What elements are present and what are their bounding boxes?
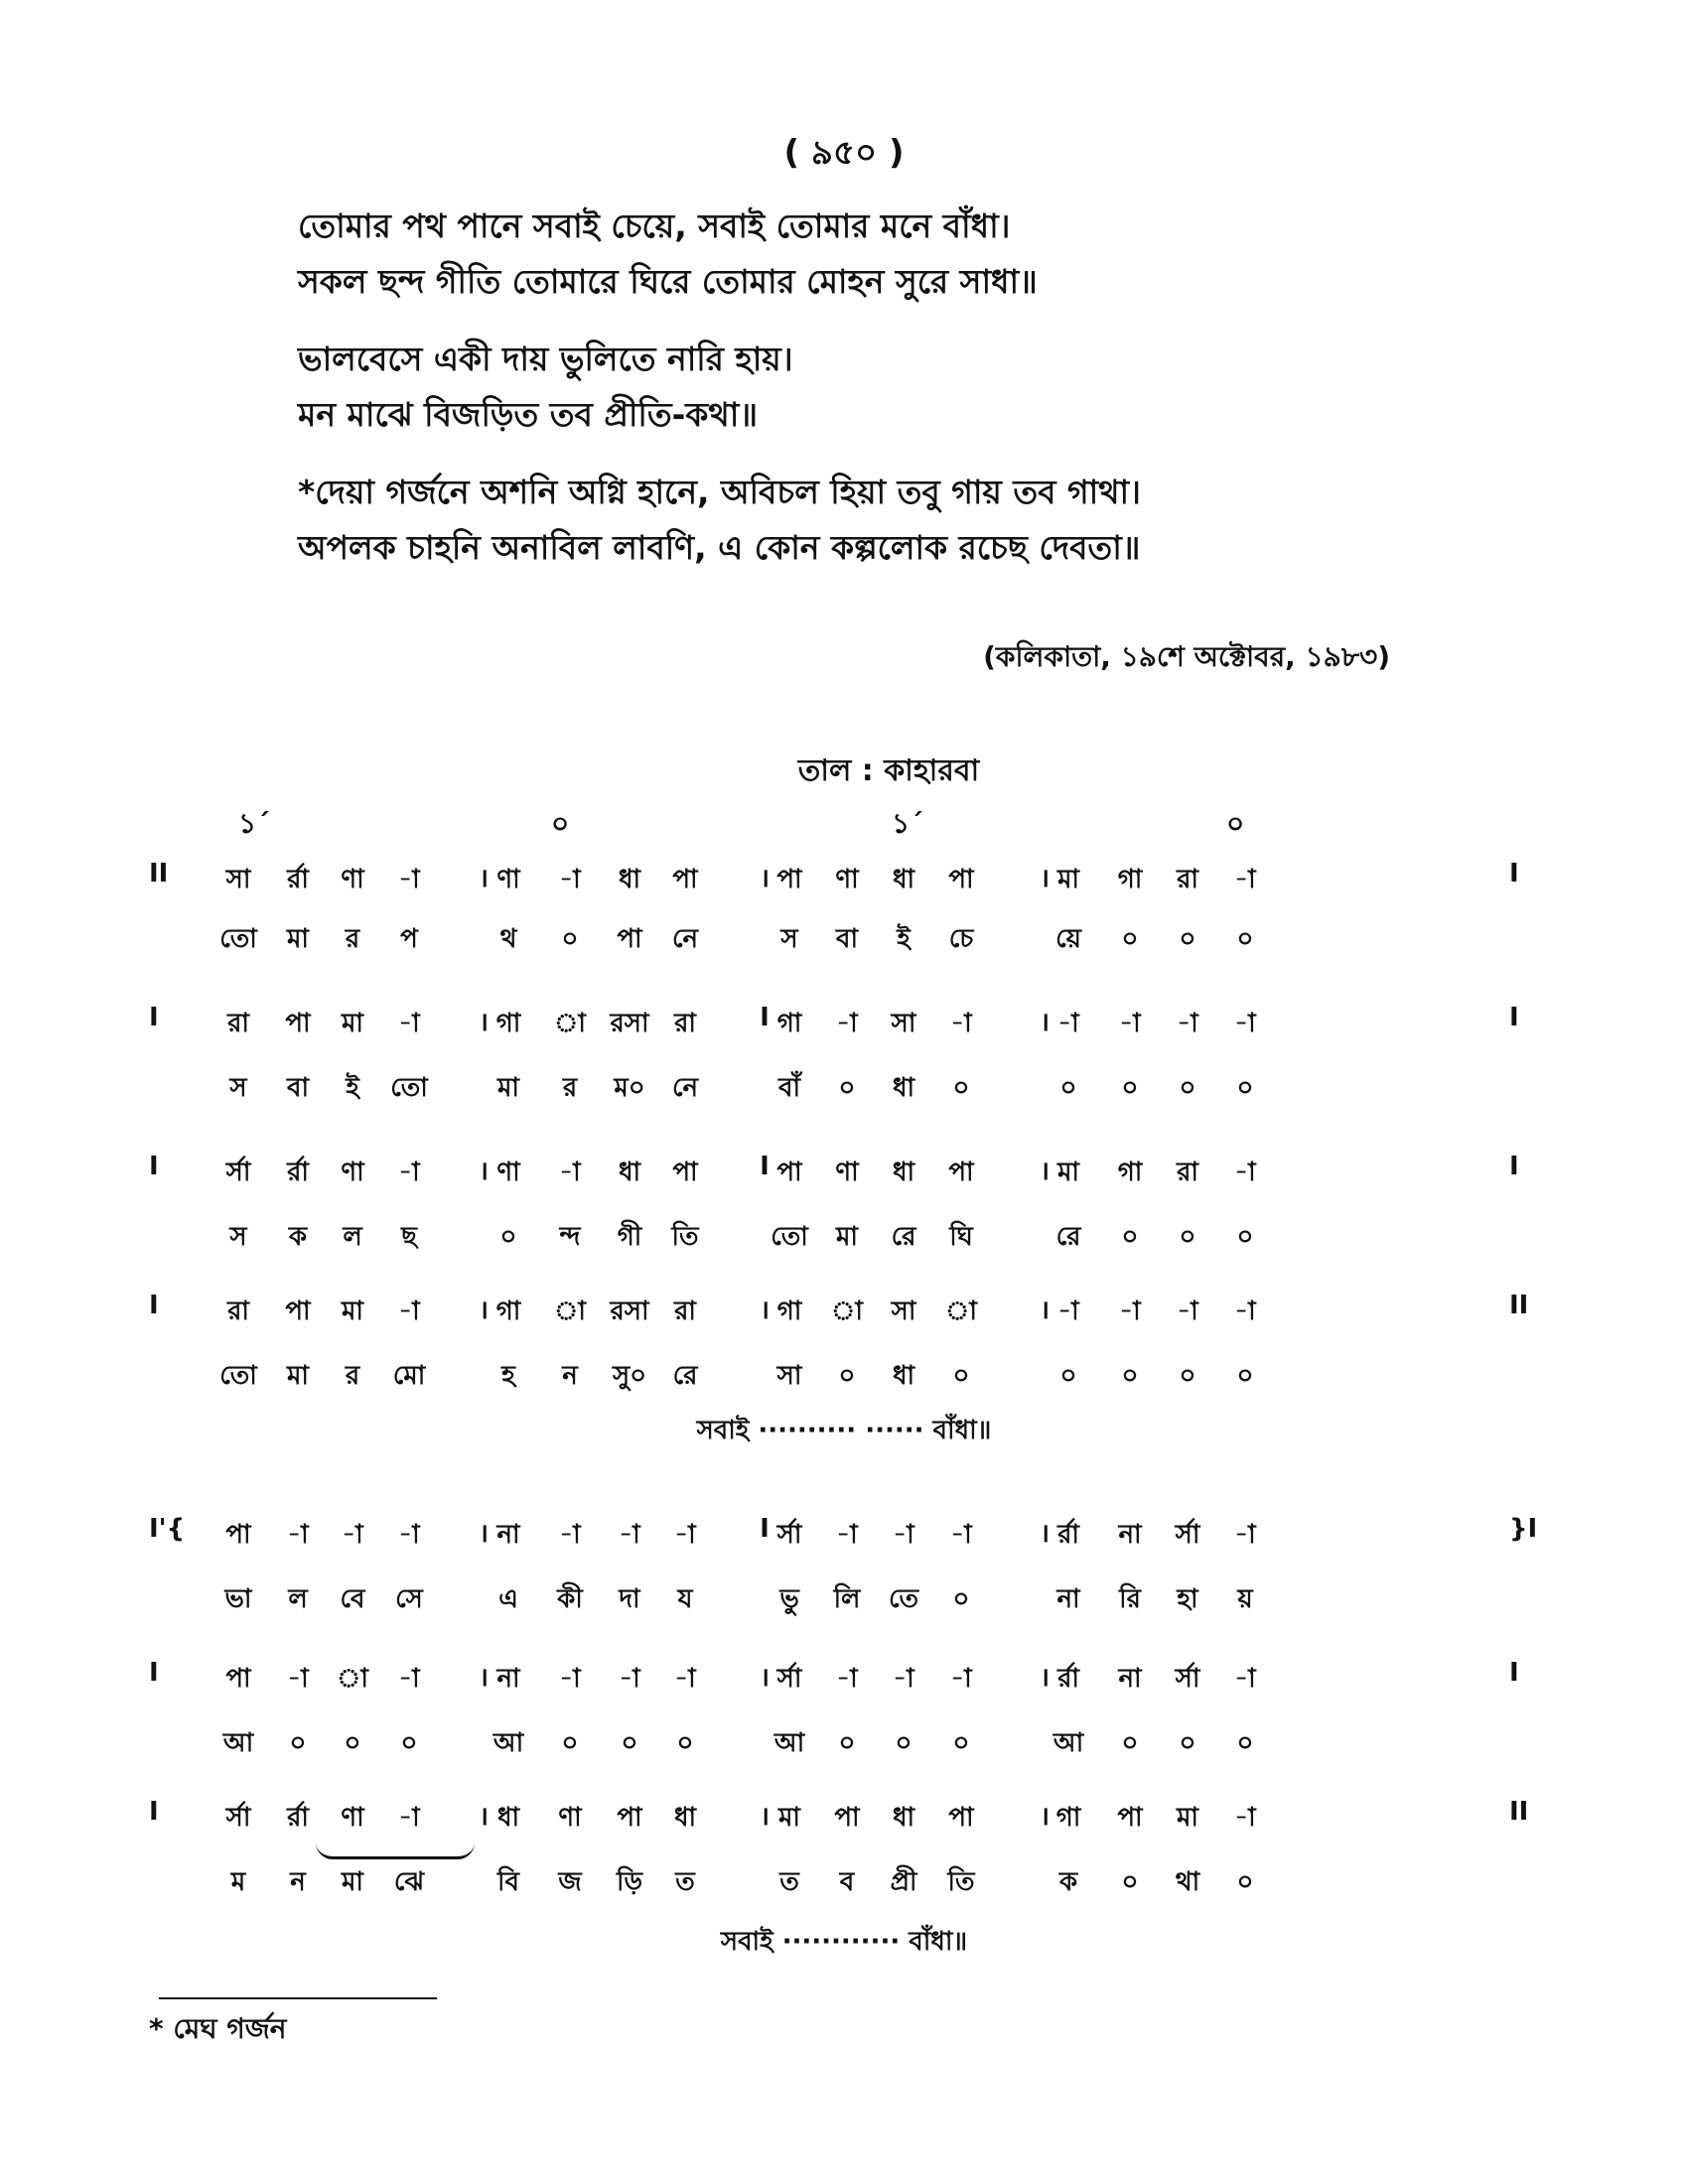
swar-note: র্সা <box>225 1158 251 1187</box>
swar-note: পা <box>285 1297 311 1326</box>
swar-note: -া <box>1177 1297 1198 1326</box>
barline-start: II <box>149 859 169 888</box>
swar-note: রসা <box>610 1009 649 1038</box>
lyric-line: তোমার পথ পানে সবাই চেয়ে, সবাই তোমার মনে বাঁধা। <box>298 206 1011 245</box>
lyric-syllable: তো <box>390 1073 428 1103</box>
swar-note: পা <box>1117 1803 1143 1833</box>
barline: । <box>1040 864 1050 893</box>
lyric-syllable: ০ <box>1236 1222 1254 1252</box>
swar-note: -া <box>559 1664 581 1694</box>
swar-note: রা <box>227 1297 249 1326</box>
swar-note: -া <box>342 1520 363 1550</box>
swar-note: ণা <box>835 865 859 894</box>
swar-note: ণা <box>496 1158 520 1187</box>
lyric-syllable: তো <box>771 1222 808 1252</box>
lyric-syllable: থ <box>499 924 517 954</box>
lyric-syllable: প্রী <box>890 1867 917 1897</box>
lyric-syllable-row <box>0 1578 1688 1618</box>
lyric-syllable: সে <box>395 1584 423 1614</box>
lyric-syllable: তো <box>219 1361 257 1391</box>
swar-note: মা <box>1057 865 1079 894</box>
swar-note: রসা <box>610 1297 649 1326</box>
swar-note: না <box>496 1520 520 1550</box>
swar-note: পা <box>672 865 698 894</box>
swar-note: -া <box>1234 1664 1256 1694</box>
swar-note: -া <box>1057 1009 1079 1038</box>
lyric-stanza <box>298 465 1440 576</box>
swar-note: পা <box>225 1520 251 1550</box>
lyric-syllable: য় <box>1237 1584 1253 1614</box>
lyric-stanza <box>298 332 1440 443</box>
refrain-reference: সবাই ·········· ······ বাঁধা॥ <box>696 1416 992 1445</box>
lyric-syllable: ন্দ <box>559 1222 581 1252</box>
swar-note: র্সা <box>225 1803 251 1833</box>
lyric-line: অপলক চাহনি অনাবিল লাবণি, এ কোন কল্পলোক রচেছ দেবতা॥ <box>298 528 1141 567</box>
swar-note: -া <box>1234 1009 1256 1038</box>
lyric-syllable: ল <box>343 1222 362 1252</box>
barline: । <box>1040 1519 1050 1549</box>
lyric-syllable: ০ <box>838 1728 856 1758</box>
barline-start: I'{ <box>149 1514 186 1544</box>
lyric-syllable: ০ <box>344 1728 361 1758</box>
barline-end: }I <box>1509 1514 1538 1544</box>
lyric-syllable: ধা <box>892 1361 915 1391</box>
lyric-syllable: ০ <box>289 1728 307 1758</box>
swar-note: -া <box>287 1664 309 1694</box>
swar-note: র্সা <box>776 1664 802 1694</box>
lyric-syllable: ০ <box>1121 1361 1139 1391</box>
lyric-syllable: ভু <box>779 1584 799 1614</box>
lyric-syllable: ০ <box>1236 1728 1254 1758</box>
lyric-syllable: লি <box>833 1584 861 1614</box>
lyric-syllable-row <box>0 1861 1688 1901</box>
swar-note: পা <box>948 1158 974 1187</box>
lyric-syllable: চে <box>948 924 974 954</box>
barline-end: I <box>1509 859 1519 888</box>
beat-mark: ১´ <box>892 807 924 840</box>
lyric-syllable: ০ <box>1236 924 1254 954</box>
footnote-rule <box>159 1997 437 1999</box>
swar-note: ধা <box>892 1803 915 1833</box>
swar-note: গা <box>776 1009 802 1038</box>
lyric-syllable: আ <box>1053 1728 1084 1758</box>
slur-mark <box>316 1843 475 1859</box>
barline: I <box>760 1514 770 1544</box>
lyric-syllable: বাঁ <box>777 1073 800 1103</box>
lyric-syllable: ০ <box>499 1222 517 1252</box>
swar-note: া <box>831 1297 863 1326</box>
beat-mark: ০ <box>1226 807 1245 840</box>
barline: । <box>760 1802 770 1832</box>
swar-note: র্রা <box>287 865 309 894</box>
tala-label: তাল : কাহারবা <box>797 753 980 788</box>
lyric-syllable: ন <box>290 1867 306 1897</box>
lyric-syllable: বে <box>340 1584 365 1614</box>
swar-note: ণা <box>558 1803 582 1833</box>
swar-note: -া <box>1234 1297 1256 1326</box>
swar-note: র্সা <box>1175 1520 1200 1550</box>
swar-note: মা <box>1057 1158 1079 1187</box>
lyric-syllable: য়ে <box>1055 924 1081 954</box>
swar-note: -া <box>1119 1297 1141 1326</box>
lyric-syllable: ড়ি <box>617 1867 642 1897</box>
barline: । <box>479 1802 489 1832</box>
lyric-line: মন মাঝে বিজড়িত তব প্রীতি-কথা॥ <box>298 395 758 434</box>
barline: । <box>1040 1008 1050 1037</box>
lyric-syllable: ০ <box>838 1361 856 1391</box>
barline-start: I <box>149 1291 159 1320</box>
lyric-syllable-row <box>0 1216 1688 1256</box>
swar-row <box>0 1152 1688 1191</box>
swar-note: গা <box>495 1009 521 1038</box>
swar-row <box>0 1514 1688 1554</box>
swar-note: সা <box>891 1009 916 1038</box>
lyric-syllable: ০ <box>1179 1073 1196 1103</box>
lyric-syllable: সা <box>776 1361 802 1391</box>
lyric-syllable: রে <box>1055 1222 1081 1252</box>
lyric-syllable-row <box>0 1067 1688 1107</box>
swar-note: -া <box>398 865 420 894</box>
swar-note: -া <box>1234 1803 1256 1833</box>
swar-note: সা <box>891 1297 916 1326</box>
barline: । <box>760 864 770 893</box>
beat-mark: ০ <box>551 807 570 840</box>
swar-note: ধা <box>496 1803 520 1833</box>
swar-note: -া <box>398 1297 420 1326</box>
lyric-syllable: ব <box>839 1867 855 1897</box>
lyric-syllable: ল <box>288 1584 308 1614</box>
lyric-syllable: আ <box>222 1728 254 1758</box>
swar-note: ণা <box>341 1803 364 1833</box>
swar-note: না <box>496 1664 520 1694</box>
swar-note: গা <box>1117 1158 1143 1187</box>
swar-note: -া <box>836 1520 858 1550</box>
swar-note: -া <box>398 1158 420 1187</box>
lyric-syllable: রে <box>891 1222 916 1252</box>
swar-note: গা <box>1117 865 1143 894</box>
swar-note: -া <box>619 1664 640 1694</box>
lyric-syllable: ত <box>779 1867 799 1897</box>
lyric-syllable: না <box>1056 1584 1080 1614</box>
swar-row <box>0 1291 1688 1330</box>
lyric-syllable: ০ <box>400 1728 418 1758</box>
lyric-syllable: তি <box>947 1867 975 1897</box>
lyric-syllable: ০ <box>1179 1222 1196 1252</box>
lyric-syllable: গী <box>617 1222 642 1252</box>
barline: । <box>479 1663 489 1693</box>
swar-note: া <box>337 1664 368 1694</box>
swar-note: গা <box>495 1297 521 1326</box>
swar-note: -া <box>398 1009 420 1038</box>
swar-note: -া <box>674 1664 696 1694</box>
barline-end: II <box>1509 1797 1529 1827</box>
swar-note: -া <box>950 1520 972 1550</box>
lyric-syllable: ০ <box>621 1728 638 1758</box>
lyric-syllable: ত <box>675 1867 695 1897</box>
swar-note: া <box>945 1297 977 1326</box>
swar-note: পা <box>225 1664 251 1694</box>
swar-note: -া <box>559 1520 581 1550</box>
lyric-syllable: ধা <box>892 1073 915 1103</box>
barline: । <box>1040 1663 1050 1693</box>
lyric-line: *দেয়া গর্জনে অশনি অগ্নি হানে, অবিচল হিয়া তবু গায় তব গাথা। <box>298 473 1141 511</box>
swar-note: ণা <box>496 865 520 894</box>
swar-note: -া <box>398 1803 420 1833</box>
lyric-syllable: ০ <box>1121 1073 1139 1103</box>
lyric-syllable: আ <box>492 1728 524 1758</box>
swar-note: -া <box>1234 1520 1256 1550</box>
lyric-syllable: হা <box>1177 1584 1198 1614</box>
barline: । <box>479 1008 489 1037</box>
lyric-syllable: ভা <box>224 1584 252 1614</box>
barline-start: I <box>149 1797 159 1827</box>
swar-note: ণা <box>341 865 364 894</box>
lyric-syllable: কী <box>557 1584 583 1614</box>
barline: । <box>479 864 489 893</box>
swar-note: রা <box>1177 1158 1198 1187</box>
lyric-syllable: নে <box>671 1073 699 1103</box>
lyric-syllable: ০ <box>952 1728 970 1758</box>
footnote: * মেঘ গর্জন <box>149 2012 287 2045</box>
swar-note: -া <box>674 1520 696 1550</box>
swar-note: মা <box>778 1803 800 1833</box>
lyric-line: ভালবেসে একী দায় ভুলিতে নারি হায়। <box>298 340 793 378</box>
swar-note: মা <box>342 1297 363 1326</box>
swar-note: -া <box>893 1520 914 1550</box>
swar-note: -া <box>1177 1009 1198 1038</box>
barline: । <box>479 1296 489 1325</box>
lyric-syllable: মা <box>497 1073 519 1103</box>
lyric-syllable: ক <box>1058 1867 1078 1897</box>
lyric-syllable: তো <box>219 924 257 954</box>
lyric-syllable: তি <box>671 1222 699 1252</box>
lyric-syllable: ০ <box>1179 1728 1196 1758</box>
lyric-syllable: ০ <box>676 1728 694 1758</box>
lyric-syllable: নে <box>671 924 699 954</box>
swar-note: -া <box>1119 1009 1141 1038</box>
lyric-syllable: স <box>229 1073 247 1103</box>
lyric-syllable: ০ <box>1121 1222 1139 1252</box>
swar-note: র্সা <box>1175 1664 1200 1694</box>
lyric-syllable: ম <box>230 1867 246 1897</box>
lyric-syllable: র <box>562 1073 578 1103</box>
lyric-syllable: থা <box>1175 1867 1200 1897</box>
swar-note: মা <box>342 1009 363 1038</box>
lyric-syllable: পা <box>617 924 642 954</box>
lyric-syllable: ০ <box>952 1584 970 1614</box>
swar-note: সা <box>225 865 251 894</box>
lyric-syllable: ০ <box>1179 924 1196 954</box>
swar-note: ধা <box>618 1158 641 1187</box>
lyric-syllable: ঘি <box>949 1222 973 1252</box>
swar-note: া <box>554 1297 586 1326</box>
barline-start: I <box>149 1658 159 1688</box>
lyric-syllable: মা <box>287 1361 309 1391</box>
barline: । <box>1040 1157 1050 1186</box>
lyric-syllable: ০ <box>1236 1073 1254 1103</box>
swar-note: পা <box>285 1009 311 1038</box>
swar-note: -া <box>836 1009 858 1038</box>
swar-note: -া <box>950 1664 972 1694</box>
lyric-syllable: ০ <box>1121 1728 1139 1758</box>
swar-note: র্রা <box>287 1158 309 1187</box>
swar-note: রা <box>674 1297 696 1326</box>
lyric-syllable: আ <box>774 1728 805 1758</box>
barline: । <box>760 1663 770 1693</box>
lyric-syllable: ০ <box>1059 1361 1077 1391</box>
barline-end: II <box>1509 1291 1529 1320</box>
swar-note: পা <box>776 865 802 894</box>
swar-note: রা <box>1177 865 1198 894</box>
beat-mark: ১´ <box>238 807 271 840</box>
lyric-syllable: ০ <box>561 1728 579 1758</box>
swar-note: গা <box>776 1297 802 1326</box>
swar-note: -া <box>619 1520 640 1550</box>
swar-note: -া <box>398 1520 420 1550</box>
lyric-syllable: বা <box>286 1073 309 1103</box>
lyric-syllable: য <box>677 1584 693 1614</box>
lyric-syllable: র <box>345 924 360 954</box>
lyric-syllable: রে <box>672 1361 698 1391</box>
swar-note: রা <box>674 1009 696 1038</box>
page-number: ( ৯৫০ ) <box>783 133 905 173</box>
barline-end: I <box>1509 1152 1519 1181</box>
barline-end: I <box>1509 1658 1519 1688</box>
barline: I <box>760 1152 770 1181</box>
lyric-syllable: প <box>400 924 418 954</box>
swar-note: -া <box>1234 865 1256 894</box>
barline: । <box>479 1157 489 1186</box>
swar-note: র্রা <box>1057 1520 1079 1550</box>
swar-note: র্রা <box>1057 1664 1079 1694</box>
swar-note: পা <box>948 865 974 894</box>
swar-note: রা <box>227 1009 249 1038</box>
lyric-syllable: ছ <box>401 1222 417 1252</box>
lyric-syllable: ন <box>562 1361 578 1391</box>
swar-note: া <box>554 1009 586 1038</box>
barline-start: I <box>149 1152 159 1181</box>
refrain-reference: সবাই ············ বাঁধা॥ <box>720 1927 968 1957</box>
swar-note: র্সা <box>776 1520 802 1550</box>
lyric-syllable: স <box>780 924 798 954</box>
lyric-syllable: ০ <box>952 1361 970 1391</box>
swar-row <box>0 1003 1688 1042</box>
swar-note: -া <box>836 1664 858 1694</box>
lyric-stanza <box>298 199 1440 310</box>
swar-note: -া <box>559 865 581 894</box>
lyric-syllable: বা <box>835 924 858 954</box>
lyric-syllable: ই <box>897 924 911 954</box>
lyric-syllable: মা <box>342 1867 363 1897</box>
swar-row <box>0 1797 1688 1837</box>
lyric-syllable: ঝে <box>393 1867 425 1897</box>
swar-note: পা <box>948 1803 974 1833</box>
song-lyrics <box>298 199 1440 598</box>
lyric-syllable: মা <box>287 924 309 954</box>
lyric-syllable: হ <box>501 1361 515 1391</box>
swar-note: ণা <box>341 1158 364 1187</box>
lyric-syllable: ০ <box>1236 1867 1254 1897</box>
swar-note: ণা <box>835 1158 859 1187</box>
swar-note: পা <box>672 1158 698 1187</box>
barline: । <box>1040 1296 1050 1325</box>
lyric-syllable-row <box>0 1355 1688 1395</box>
lyric-syllable: সু০ <box>612 1361 647 1391</box>
swar-note: ধা <box>892 865 915 894</box>
barline: । <box>479 1519 489 1549</box>
lyric-syllable: ০ <box>1059 1073 1077 1103</box>
barline-start: I <box>149 1003 159 1032</box>
lyric-syllable: মা <box>836 1222 858 1252</box>
lyric-syllable: তে <box>888 1584 919 1614</box>
swar-note: ধা <box>618 865 641 894</box>
swar-note: -া <box>893 1664 914 1694</box>
lyric-syllable: জ <box>558 1867 582 1897</box>
swar-row <box>0 1658 1688 1698</box>
lyric-syllable: রি <box>1119 1584 1141 1614</box>
barline: । <box>1040 1802 1050 1832</box>
swar-note: না <box>1118 1520 1142 1550</box>
lyric-syllable: ০ <box>895 1728 913 1758</box>
swar-note: পা <box>834 1803 860 1833</box>
swar-note: গা <box>1055 1803 1081 1833</box>
swar-note: -া <box>398 1664 420 1694</box>
lyric-syllable-row <box>0 1722 1688 1762</box>
swar-row <box>0 859 1688 898</box>
swar-note: -া <box>287 1520 309 1550</box>
lyric-syllable: এ <box>498 1584 518 1614</box>
beat-marks <box>0 802 1688 842</box>
lyric-syllable: স <box>229 1222 247 1252</box>
swar-note: -া <box>1057 1297 1079 1326</box>
swar-note: পা <box>617 1803 642 1833</box>
lyric-syllable: ০ <box>952 1073 970 1103</box>
swar-note: ধা <box>673 1803 697 1833</box>
swar-note: মা <box>1177 1803 1198 1833</box>
place-date: (কলিকাতা, ১৯শে অক্টোবর, ১৯৮৩) <box>983 640 1390 673</box>
swar-note: -া <box>950 1009 972 1038</box>
lyric-syllable: মো <box>392 1361 426 1391</box>
lyric-syllable-row <box>0 918 1688 958</box>
lyric-syllable: ০ <box>1121 924 1139 954</box>
lyric-syllable: বি <box>497 1867 519 1897</box>
lyric-syllable: ম০ <box>614 1073 645 1103</box>
lyric-syllable: ০ <box>1236 1361 1254 1391</box>
lyric-syllable: ই <box>346 1073 359 1103</box>
swar-note: -া <box>1234 1158 1256 1187</box>
lyric-syllable: ০ <box>561 924 579 954</box>
lyric-syllable: ক <box>288 1222 308 1252</box>
barline: I <box>760 1003 770 1032</box>
lyric-syllable: ০ <box>1121 1867 1139 1897</box>
lyric-syllable: ০ <box>838 1073 856 1103</box>
lyric-syllable: র <box>345 1361 360 1391</box>
lyric-line: সকল ছন্দ গীতি তোমারে ঘিরে তোমার মোহন সুরে সাধা॥ <box>298 262 1038 301</box>
barline: । <box>760 1296 770 1325</box>
swar-note: র্রা <box>287 1803 309 1833</box>
lyric-syllable: দা <box>619 1584 640 1614</box>
lyric-syllable: ০ <box>1179 1361 1196 1391</box>
swar-note: পা <box>776 1158 802 1187</box>
barline-end: I <box>1509 1003 1519 1032</box>
swar-note: -া <box>559 1158 581 1187</box>
swar-note: না <box>1118 1664 1142 1694</box>
swar-note: ধা <box>892 1158 915 1187</box>
